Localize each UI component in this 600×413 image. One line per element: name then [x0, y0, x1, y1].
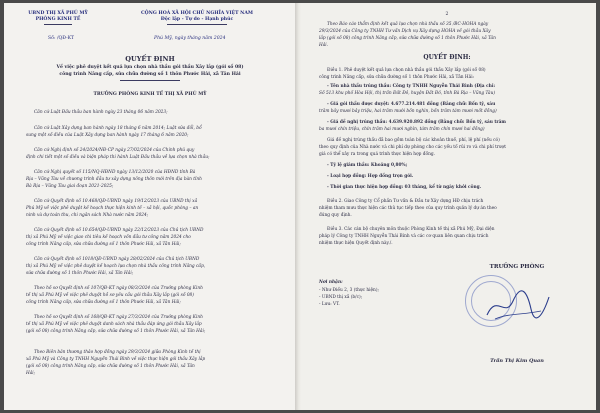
nation-line-1: CỘNG HOÀ XÃ HỘI CHỦ NGHĨA VIỆT NAM: [141, 11, 253, 16]
article-line: - Tên nhà thầu trúng thầu: Công ty TNHH Nguyễn Thái Bình (Địa chỉ:: [327, 84, 496, 89]
basis-line: Phú Mỹ về việc phê duyệt kế hoạch thực hiện kinh tế – xã hội, quốc phòng – an: [26, 206, 199, 211]
basis-line: tế thị xã Phú Mỹ về việc phê duyệt hồ sơ yêu cầu gói thầu Xây lắp (gói số 08): [26, 293, 194, 298]
intro-line: Hải.: [319, 43, 329, 48]
article-line: pháp lý Công ty TNHH Nguyễn Thái Bình và các cơ quan liên quan chịu trách: [319, 234, 489, 239]
article-line: công trình Nâng cấp, sửa chữa đường số 1 thôn Phước Hải, xã Tân Hải:: [319, 75, 475, 80]
article-line: Điều 2. Giao Công ty Cổ phần Tư vấn & Đầu tư Xây dựng HĐ chịu trách: [327, 199, 484, 204]
basis-line: định chi tiết một số điều và biện pháp thi hành Luật Đấu thầu về lựa chọn nhà thầu;: [26, 155, 210, 160]
agency-line-2: PHÒNG KINH TẾ: [35, 17, 81, 22]
agency-underline: [44, 24, 72, 25]
article-line: - Giá đề nghị trúng thầu: 4.639.920.892 đồng (Bằng chữ: Bốn tỷ, sáu trăm: [327, 120, 506, 125]
recipient-item: - Như Điều 2, 3 (thực hiện);: [319, 288, 379, 293]
basis-line: (gói số 08) công trình Nâng cấp, sửa chữa đường số 1 thôn Phước Hải, xã Tân Hải;: [26, 329, 206, 334]
page-2: [297, 3, 596, 410]
article-line: nhiệm thực hiện Quyết định này./.: [319, 241, 393, 246]
basis-line: tế thị xã Phú Mỹ về việc phê duyệt danh sách nhà thầu đáp ứng gói thầu Xây lắp: [26, 322, 202, 327]
basis-line: Theo hồ sơ Quyết định số 168/QĐ-KT ngày 27/3/2024 của Trưởng phòng Kinh: [34, 315, 203, 320]
nation-underline: [167, 24, 227, 25]
article-line: Giá đề nghị trúng thầu đã bao gồm toàn bộ các khoản thuế, phí, lệ phí (nếu có): [327, 138, 500, 143]
basis-line: Căn cứ Luật Đấu thầu ban hành ngày 23 tháng 06 năm 2023;: [34, 110, 168, 115]
basis-line: Hải;: [26, 371, 36, 376]
nation-line-2: Độc lập - Tự do - Hạnh phúc: [160, 17, 234, 22]
basis-line: Căn cứ Quyết định số 10.654/QĐ-UBND ngày 22/12/2023 của Chủ tịch UBND: [34, 228, 204, 233]
basis-line: Căn cứ Quyết định số 10.468/QĐ-UBND ngày 19/12/2023 của UBND thị xã: [34, 199, 198, 204]
basis-line: Căn cứ Nghị quyết số 115/NQ-HĐND ngày 13/12/2020 của HĐND tỉnh Bà: [34, 170, 196, 175]
agency-line-1: UBND THỊ XÃ PHÚ MỸ: [28, 11, 88, 16]
basis-line: (gói số 08) công trình Nâng cấp, sửa chữa đường số 1 thôn Phước Hải, xã Tân: [26, 364, 195, 369]
basis-line: thị xã Phú Mỹ về việc giao chi tiêu kế hoạch vốn đầu tư công năm 2024 cho: [26, 235, 191, 240]
basis-line: Theo hồ sơ Quyết định số 107/QĐ-KT ngày 08/3/2024 của Trưởng phòng Kinh: [34, 286, 203, 291]
article-line: - Loại hợp đồng: Hợp đồng trọn gói.: [327, 174, 414, 179]
subject-line-1: Về việc phê duyệt kết quả lựa chọn nhà thầu gói thầu Xây lắp (gói số 08): [56, 65, 244, 70]
decides-heading: QUYẾT ĐỊNH:: [423, 54, 471, 61]
article-line: theo quy định của Nhà nước và chi phí dự phòng cho các yếu tố rủi ro và chi phí trượt: [319, 145, 506, 150]
article-line: giá có thể xảy ra trong quá trình thực hiện hợp đồng.: [319, 152, 436, 157]
basis-line: Bà Rịa – Vũng Tàu giai đoạn 2021-2025;: [26, 184, 114, 189]
decision-date: Phú Mỹ, ngày tháng năm 2024: [154, 36, 226, 41]
basis-line: Căn cứ Luật Xây dựng ban hành ngày 18 tháng 6 năm 2014; Luật sửa đổi, bổ: [34, 126, 202, 131]
basis-line: công trình Nâng cấp, sửa chữa đường số 1 thôn Phước Hải, xã Tân Hải;: [26, 242, 181, 247]
basis-line: Căn cứ Quyết định số 1018/QĐ-UBND ngày 28/02/2024 của Chủ tịch UBND: [34, 257, 200, 262]
document-spread: [4, 3, 596, 410]
book-gutter: [295, 3, 301, 410]
intro-line: 29/3/2024 của Công ty TNHH Tư vấn Dịch vụ Xây dựng HOHA về gói thầu Xây: [319, 29, 491, 34]
decision-number: Số: /QĐ-KT: [48, 36, 75, 41]
signer-name: Trần Thị Kim Quan: [490, 358, 544, 364]
basis-line: thị xã Phú Mỹ về việc phê duyệt kế hoạch lựa chọn nhà thầu công trình Nâng cấp,: [26, 264, 206, 269]
intro-line: lắp (gói số 08) công trình Nâng cấp, sửa chữa đường số 1 thôn Phước Hải, xã Tân: [319, 36, 496, 41]
recipient-item: - Lưu: VT.: [319, 302, 340, 307]
article-line: Điều 3. Các cán bộ chuyên môn thuộc Phòng Kinh tế thị xã Phú Mỹ, Đại diện: [327, 227, 495, 232]
basis-line: xã Phú Mỹ và Công ty TNHH Nguyễn Thái Bình về việc thực hiện gói thầu Xây lắp: [26, 357, 206, 362]
article-line: Điều 1. Phê duyệt kết quả lựa chọn nhà thầu gói thầu Xây lắp (gói số 08): [327, 68, 486, 73]
basis-line: Theo Biên bản thương thảo hợp đồng ngày 29/3/2024 giữa Phòng Kinh tế thị: [34, 350, 201, 355]
article-line: trăm bảy mươi bảy triệu, hai trăm mười bốn nghìn, bốn trăm tám mươi mốt đồng): [319, 109, 497, 114]
article-line: nhiệm tham mưu thực hiện các thủ tục tiếp theo của quy trình quản lý dự án theo: [319, 206, 497, 211]
basis-line: sửa chữa đường số 1 thôn Phước Hải, xã Tân Hải;: [26, 271, 134, 276]
basis-line: công trình Nâng cấp, sửa chữa đường số 1 thôn Phước Hải, xã Tân Hải;: [26, 300, 181, 305]
article-line: Số 513 khu phố Hòa Hội, thị trấn Đất Đỏ, huyện Đất Đỏ, tỉnh Bà Rịa – Vũng Tàu): [319, 91, 496, 96]
recipients-title: Nơi nhận:: [319, 280, 343, 285]
page-number: 2: [445, 12, 449, 17]
article-line: - Giá gói thầu được duyệt: 4.677.214.481 đồng (Bằng chữ: Bốn tỷ, sáu: [327, 102, 496, 107]
intro-line: Theo Báo cáo thẩm định kết quả lựa chọn nhà thầu số 35 /BC-HOHA ngày: [327, 22, 489, 27]
page-1: [4, 3, 297, 410]
recipient-item: - UBND thị xã (b/c);: [319, 295, 363, 300]
basis-line: Căn cứ Nghị định số 24/2024/NĐ-CP ngày 27/02/2024 của Chính phủ quy: [34, 148, 195, 153]
decision-title: QUYẾT ĐỊNH: [125, 55, 175, 63]
subject-underline: [120, 80, 180, 81]
basis-line: Rịa – Vũng Tàu về chương trình đầu tư xây dựng nông thôn mới trên địa bàn tỉnh: [26, 177, 202, 182]
article-line: ba mươi chín triệu, chín trăm hai mươi nghìn, tám trăm chín mươi hai đồng): [319, 127, 485, 132]
article-line: đúng quy định.: [319, 213, 352, 218]
handwritten-signature: [483, 285, 553, 325]
basis-line: ninh và dự toán thu, chi ngân sách Nhà nước năm 2024;: [26, 213, 149, 218]
article-line: - Tỷ lệ giảm thầu: Khoảng 0,80%;: [327, 163, 408, 168]
basis-line: sung một số điều của Luật Xây dựng ban hành ngày 17 tháng 6 năm 2020;: [26, 133, 189, 138]
signer-title: TRƯỞNG PHÒNG: [489, 264, 545, 270]
authority: TRƯỞNG PHÒNG KINH TẾ THỊ XÃ PHÚ MỸ: [93, 92, 207, 97]
article-line: - Thời gian thực hiện hợp đồng: 03 tháng, kể từ ngày khởi công.: [327, 185, 482, 190]
subject-line-2: công trình Nâng cấp, sửa chữa đường số 1 thôn Phước Hải, xã Tân Hải: [59, 72, 241, 77]
